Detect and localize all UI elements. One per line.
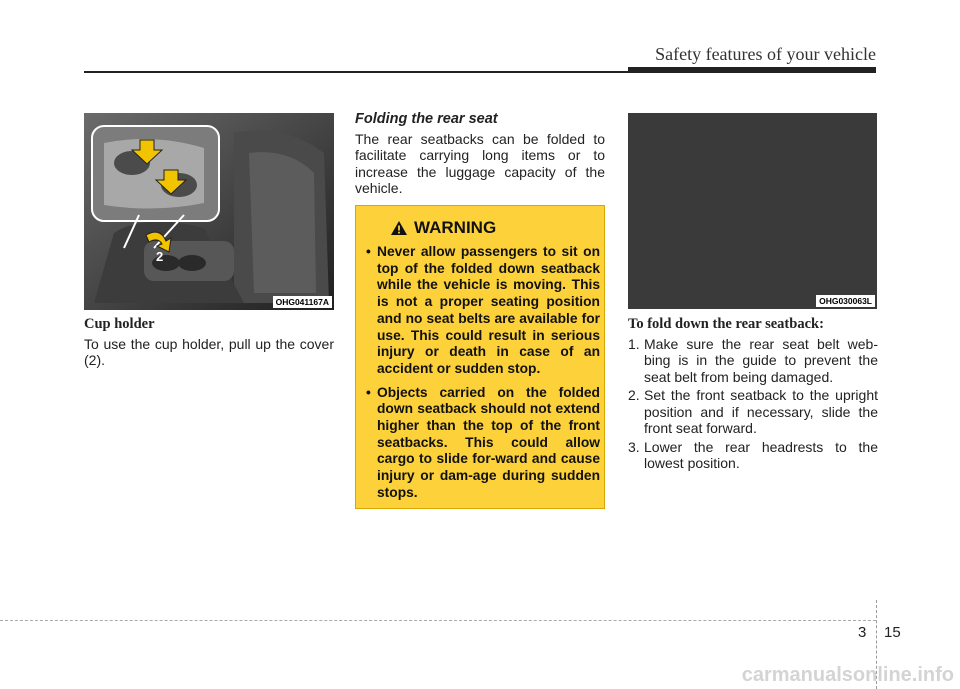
fold-steps-heading: To fold down the rear seatback:	[628, 316, 824, 332]
fold-steps-list	[628, 336, 878, 472]
warning-item-text: Never allow passengers to sit on top of the folded down seatback while the vehicle is moving. This is not a proper seating position and no seat belts are available for use. This could result in serious injury or death in case of an accident or sudden stop.	[377, 244, 600, 376]
step-number: 1.	[628, 335, 640, 352]
cup-holder-illustration	[84, 113, 334, 310]
step-text: Make sure the rear seat belt web-bing is in the guide to prevent the seat belt from being damaged.	[644, 335, 878, 385]
folding-body: The rear seatbacks can be folded to facilitate carrying long items or to increase the luggage capacity of the vehicle.	[355, 130, 605, 196]
chapter-number: 3	[858, 624, 867, 641]
section-title: Safety features of your vehicle	[655, 44, 876, 64]
step-item	[628, 336, 878, 386]
figure-code: OHG030063L	[816, 295, 875, 307]
step-text: Lower the rear headrests to the lowest position.	[644, 438, 878, 471]
cup-holder-figure	[84, 113, 334, 310]
step-text: Set the front seatback to the upright position and if necessary, slide the front seat forward.	[644, 387, 878, 436]
cup-holder-section	[84, 316, 334, 369]
step-item	[628, 387, 878, 437]
warning-triangle-icon	[390, 220, 408, 236]
header-rule-accent	[628, 67, 876, 73]
warning-title: WARNING	[414, 218, 497, 237]
warning-header	[390, 218, 496, 238]
figure-code: OHG041167A	[273, 296, 332, 308]
watermark: carmanualsonline.info	[741, 664, 954, 686]
step-item	[628, 439, 878, 472]
cup-holder-body: To use the cup holder, pull up the cover (2).	[84, 335, 334, 368]
step-number: 2.	[628, 387, 640, 403]
footer-dashed-rule	[0, 620, 876, 621]
bullet-icon: •	[366, 384, 371, 400]
cup-holder-heading: Cup holder	[84, 316, 155, 332]
warning-box	[355, 205, 605, 509]
warning-item	[366, 385, 600, 502]
fold-steps-section	[628, 316, 878, 474]
bullet-icon: •	[366, 244, 371, 259]
warning-item-text: Objects carried on the folded down seatback should not extend higher than the top of the front seatbacks. This could allow cargo to slide for-ward and cause injury or dam-age during sudden stops.	[377, 384, 600, 500]
folding-heading: Folding the rear seat	[355, 111, 498, 127]
page-number: 15	[884, 624, 901, 641]
warning-item	[366, 244, 600, 378]
rear-seat-figure	[628, 113, 877, 309]
step-number: 3.	[628, 438, 640, 455]
warning-list	[366, 244, 600, 509]
folding-section	[355, 111, 605, 197]
figure-callout-label: 2	[156, 249, 164, 264]
